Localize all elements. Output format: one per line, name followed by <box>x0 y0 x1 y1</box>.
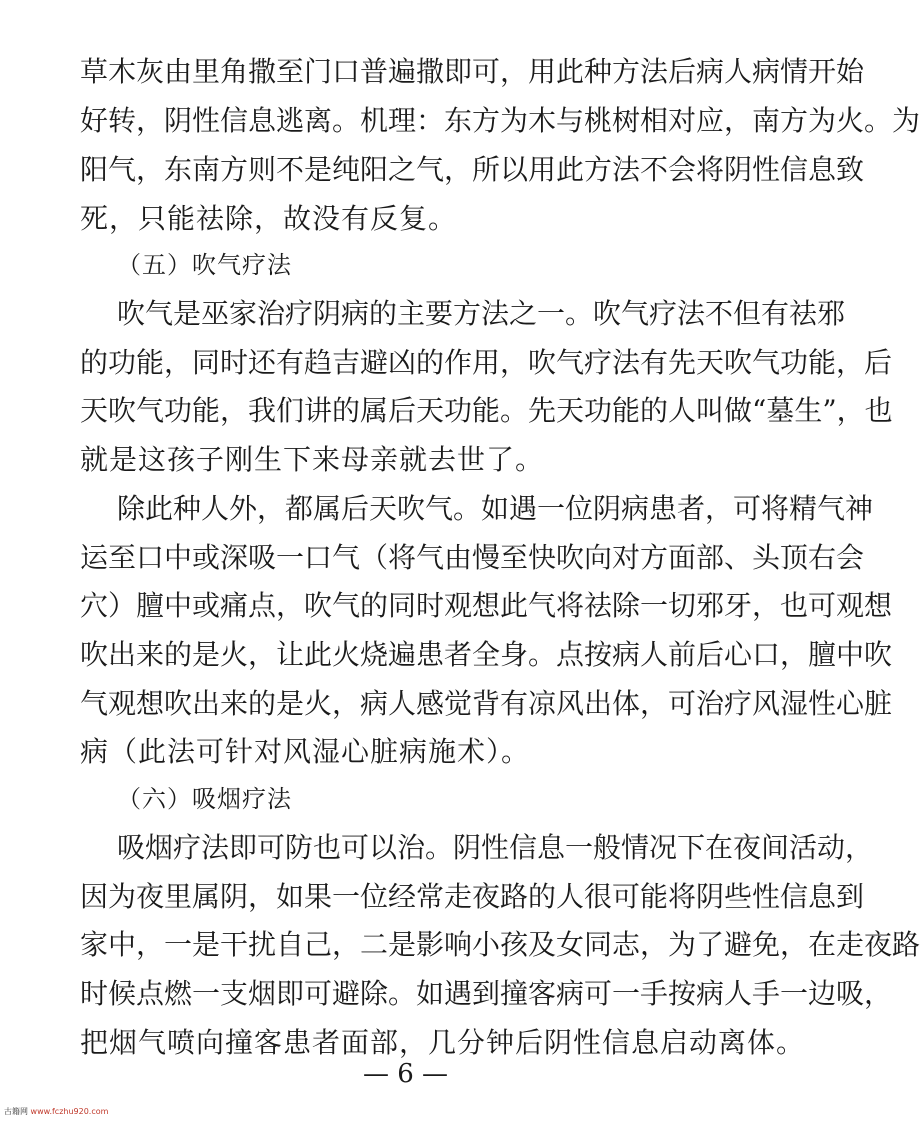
watermark-label: 古籍网 <box>4 1107 28 1116</box>
site-watermark <box>4 1107 108 1117</box>
page-number: — 6 — <box>362 1059 449 1089</box>
text-line: 病（此法可针对风湿心脏病施术）。 <box>80 735 531 768</box>
section-heading-6: （六）吸烟疗法 <box>117 785 292 813</box>
text-line: 草木灰由里角撒至门口普遍撒即可，用此种方法后病人病情开始 <box>80 55 865 88</box>
section-heading-5: （五）吹气疗法 <box>117 251 292 279</box>
watermark-url: www.fczhu920.com <box>30 1107 109 1116</box>
text-line: 死，只能祛除，故没有反复。 <box>80 202 458 235</box>
text-line: 的功能，同时还有趋吉避凶的作用，吹气疗法有先天吹气功能，后 <box>80 346 893 379</box>
text-line: 气观想吹出来的是火，病人感觉背有凉风出体，可治疗风湿性心脏 <box>80 687 893 720</box>
text-line: 因为夜里属阴，如果一位经常走夜路的人很可能将阴些性信息到 <box>80 880 865 913</box>
text-line: 运至口中或深吸一口气（将气由慢至快吹向对方面部、头顶右会 <box>80 541 865 574</box>
text-line: 就是这孩子刚生下来母亲就去世了。 <box>80 443 545 476</box>
text-line: 除此种人外，都属后天吹气。如遇一位阴病患者，可将精气神 <box>117 492 874 525</box>
text-line: 家中，一是干扰自己，二是影响小孩及女同志，为了避免，在走夜路 <box>80 928 920 961</box>
text-line: 好转，阴性信息逃离。机理：东方为木与桃树相对应，南方为火。为 <box>80 104 920 137</box>
text-line: 吸烟疗法即可防也可以治。阴性信息一般情况下在夜间活动， <box>117 831 874 864</box>
text-line: 吹出来的是火，让此火烧遍患者全身。点按病人前后心口，膻中吹 <box>80 638 893 671</box>
text-line: 穴）膻中或痛点，吹气的同时观想此气将祛除一切邪牙，也可观想 <box>80 589 893 622</box>
text-line: 时候点燃一支烟即可避除。如遇到撞客病可一手按病人手一边吸， <box>80 977 893 1010</box>
text-line: 天吹气功能，我们讲的属后天功能。先天功能的人叫做“墓生”，也 <box>80 394 893 427</box>
text-line: 吹气是巫家治疗阴病的主要方法之一。吹气疗法不但有祛邪 <box>117 297 846 330</box>
text-line: 阳气，东南方则不是纯阳之气，所以用此方法不会将阴性信息致 <box>80 153 865 186</box>
text-line: 把烟气喷向撞客患者面部，几分钟后阴性信息启动离体。 <box>80 1026 806 1059</box>
